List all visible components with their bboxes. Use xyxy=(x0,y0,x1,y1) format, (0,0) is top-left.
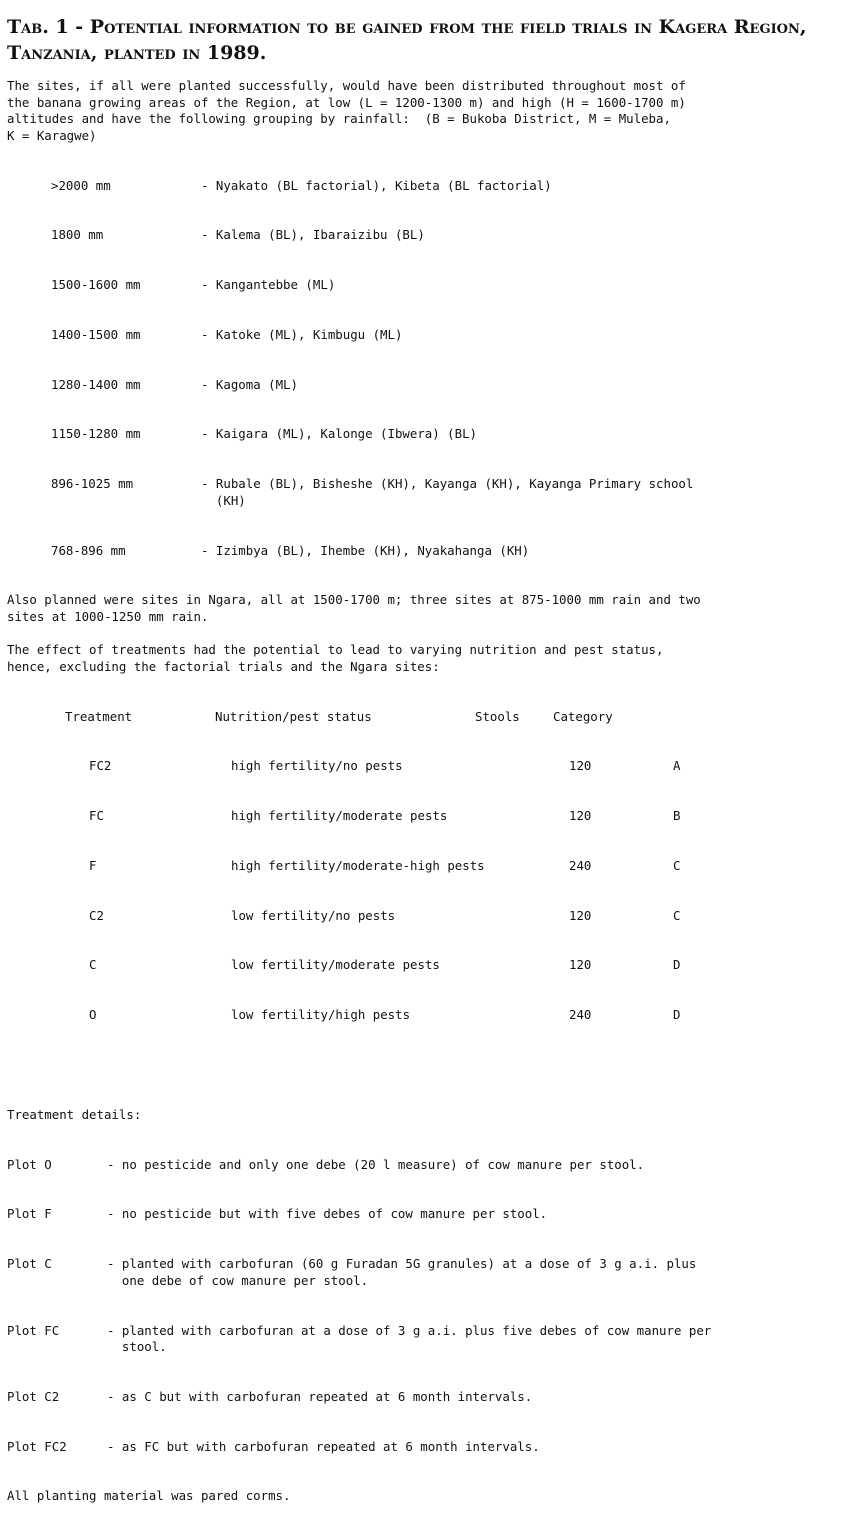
site-row xyxy=(7,227,855,244)
site-rainfall: 1500-1600 mm xyxy=(51,277,141,293)
site-rainfall: 1150-1280 mm xyxy=(51,426,141,442)
detail-text: - as FC but with carbofuran repeated at 6 month intervals. xyxy=(107,1438,540,1454)
site-names: - Katoke (ML), Kimbugu (ML) xyxy=(201,326,403,342)
site-row xyxy=(7,543,855,560)
cell-stools: 240 xyxy=(569,1007,592,1023)
effect-paragraph: The effect of treatments had the potential to lead to varying nutrition and pest status, hence, excluding the factorial trials and the Ngara sites: xyxy=(7,642,664,674)
spacer xyxy=(7,626,855,643)
detail-row xyxy=(7,1157,855,1174)
cell-status: high fertility/moderate-high pests xyxy=(231,857,485,873)
document-page xyxy=(7,14,855,1538)
site-rainfall: 1280-1400 mm xyxy=(51,376,141,392)
cell-category: D xyxy=(673,957,681,973)
cell-category: C xyxy=(673,907,681,923)
footer-note: All planting material was pared corms. xyxy=(7,1488,291,1504)
site-names: - Nyakato (BL factorial), Kibeta (BL factorial) xyxy=(201,177,552,193)
site-row xyxy=(7,327,855,344)
spacer xyxy=(7,1057,855,1074)
detail-plot: Plot C xyxy=(7,1256,52,1272)
cell-treatment: F xyxy=(89,857,97,873)
site-rainfall: 1800 mm xyxy=(51,227,104,243)
cell-status: low fertility/no pests xyxy=(231,907,396,923)
details-heading: Treatment details: xyxy=(7,1106,142,1122)
site-rainfall: 896-1025 mm xyxy=(51,476,134,492)
site-row xyxy=(7,277,855,294)
detail-text: - no pesticide and only one debe (20 l measure) of cow manure per stool. xyxy=(107,1156,645,1172)
detail-plot: Plot F xyxy=(7,1206,52,1222)
cell-treatment: C xyxy=(89,957,97,973)
detail-text: - planted with carbofuran at a dose of 3 g a.i. plus five debes of cow manure per stool. xyxy=(107,1322,712,1355)
cell-category: B xyxy=(673,808,681,824)
header-category: Category xyxy=(553,708,613,724)
table-row xyxy=(7,1007,855,1024)
cell-status: high fertility/no pests xyxy=(231,758,403,774)
site-names: - Kangantebbe (ML) xyxy=(201,277,336,293)
also-planned-paragraph: Also planned were sites in Ngara, all at 1500-1700 m; three sites at 875-1000 mm rain and two sites at 1000-1250 mm rain. xyxy=(7,592,701,624)
site-names: - Kalema (BL), Ibaraizibu (BL) xyxy=(201,227,425,243)
detail-plot: Plot C2 xyxy=(7,1388,60,1404)
detail-row xyxy=(7,1439,855,1456)
site-list xyxy=(7,144,855,592)
cell-stools: 240 xyxy=(569,857,592,873)
cell-category: D xyxy=(673,1007,681,1023)
detail-row xyxy=(7,1389,855,1406)
table-row xyxy=(7,808,855,825)
detail-row xyxy=(7,1206,855,1223)
detail-row xyxy=(7,1323,855,1356)
site-row xyxy=(7,377,855,394)
cell-category: A xyxy=(673,758,681,774)
title-text: Potential information to be gained from the field trials in Kagera Region, Tanzania, planted in 1989. xyxy=(7,16,807,64)
cell-status: high fertility/moderate pests xyxy=(231,808,448,824)
header-stools: Stools xyxy=(475,708,520,724)
table-row xyxy=(7,758,855,775)
cell-stools: 120 xyxy=(569,758,592,774)
site-row xyxy=(7,178,855,195)
cell-status: low fertility/high pests xyxy=(231,1007,411,1023)
cell-treatment: FC xyxy=(89,808,104,824)
cell-status: low fertility/moderate pests xyxy=(231,957,440,973)
cell-treatment: FC2 xyxy=(89,758,112,774)
detail-text: - planted with carbofuran (60 g Furadan 5G granules) at a dose of 3 g a.i. plus one debe of cow manure per stool. xyxy=(107,1256,697,1288)
header-nutrition: Nutrition/pest status xyxy=(215,708,372,724)
table-row xyxy=(7,957,855,974)
detail-plot: Plot FC2 xyxy=(7,1438,67,1454)
table-row xyxy=(7,908,855,925)
site-rainfall: 1400-1500 mm xyxy=(51,326,141,342)
detail-plot: Plot FC xyxy=(7,1322,60,1338)
intro-paragraph: The sites, if all were planted successfully, would have been distributed throughout most of the banana growing areas of the Region, at low (L = 1200-1300 m) and high (H = 1600-1700 m) altitudes and have the following grouping by rainfall: (B = Bukoba District, M = Muleba, K = Karagwe) xyxy=(7,78,686,143)
treatment-details xyxy=(7,1074,855,1538)
site-names: - Izimbya (BL), Ihembe (KH), Nyakahanga (KH) xyxy=(201,542,530,558)
cell-treatment: C2 xyxy=(89,907,104,923)
cell-stools: 120 xyxy=(569,808,592,824)
site-row xyxy=(7,476,855,509)
header-treatment: Treatment xyxy=(65,708,133,724)
detail-row xyxy=(7,1256,855,1289)
cell-stools: 120 xyxy=(569,907,592,923)
cell-treatment: O xyxy=(89,1007,97,1023)
site-rainfall: >2000 mm xyxy=(51,177,111,193)
detail-text: - no pesticide but with five debes of cow manure per stool. xyxy=(107,1206,548,1222)
cell-stools: 120 xyxy=(569,957,592,973)
detail-plot: Plot O xyxy=(7,1156,52,1172)
site-rainfall: 768-896 mm xyxy=(51,542,126,558)
table-title xyxy=(7,14,855,66)
title-prefix: Tab. 1 - xyxy=(7,16,90,38)
detail-text: - as C but with carbofuran repeated at 6 month intervals. xyxy=(107,1388,533,1404)
site-names: - Rubale (BL), Bisheshe (KH), Kayanga (KH), Kayanga Primary school (KH) xyxy=(201,476,694,508)
table-row xyxy=(7,858,855,875)
site-row xyxy=(7,426,855,443)
treatment-table-header xyxy=(7,709,855,726)
site-names: - Kaigara (ML), Kalonge (Ibwera) (BL) xyxy=(201,426,478,442)
site-names: - Kagoma (ML) xyxy=(201,376,298,392)
cell-category: C xyxy=(673,857,681,873)
treatment-table xyxy=(7,675,855,1057)
